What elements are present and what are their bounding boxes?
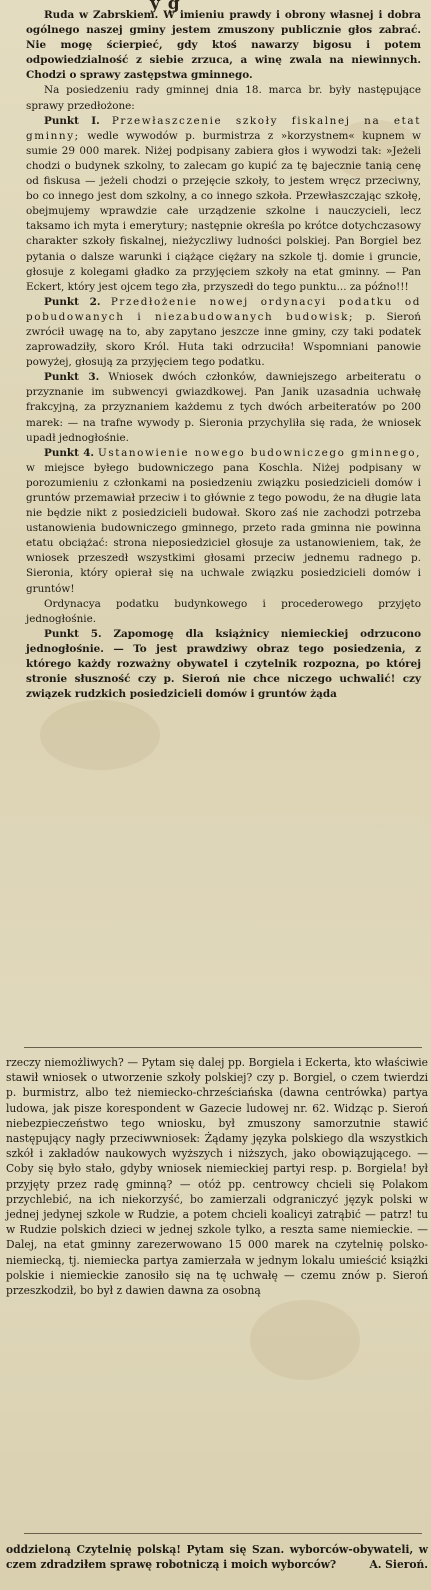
point-5-text: Zapomogę dla książnicy niemieckiej odrzucono jednogłośnie. — To jest prawdziwy obraz tego posiedzenia, z którego każdy rozważny obywatel i czytelnik rozpozna, po której stronie słuszność czy p. Sieroń nie chce niczego uchwalić! czy związek rudzkich posiedzicieli domów i gruntów żąda (26, 627, 422, 701)
point-1-title: Przewłaszczenie szkoły fiskalnej na etat gminny; (26, 114, 421, 142)
point-2 (26, 295, 421, 370)
point-4 (26, 446, 421, 597)
session-paragraph: Na posiedzeniu rady gminnej dnia 18. marca br. były następujące sprawy przedłożone: (26, 84, 421, 112)
paper-stain (40, 700, 160, 770)
point-2-title: Przedłożenie nowej ordynacyi podatku od pobudowanych i niezabudowanych budowisk; (26, 295, 422, 323)
closing-paragraph (6, 1542, 428, 1572)
middle-paragraph: rzeczy niemożliwych? — Pytam się dalej pp. Borgiela i Eckerta, kto właściwie stawił wniosek o utworzenie szkoły polskiej? czy p. Borgiel, o czem twierdzi p. burmistrz, albo też niemiecko-chrześciańska (dawna centrówka) partya ludowa, jak pisze korespondent w Gazecie ludowej nr. 62. Widząc p. Sieroń niebezpieczeństwo tego wniosku, był zmuszony samorzutnie stawić następujący nagły przeciwwniosek: Żądamy języka polskiego dla wszystkich szkół i zakładów naukowych wyższych i niższych, jako obowiązującego. — Coby się było stało, gdyby wniosek niemieckiej partyi resp. p. Borgiela! był przyjęty przez radę gminną? — otóż pp. centrowcy chcieli się Polakom przychlebić, na ich niekorzyść, bo zamierzali odgraniczyć język polski w jednej jedynej szkole w Rudzie, a potem chcieli koalicyi zatrąbić — patrz! tu w Rudzie polskich dzieci w jednej szkole tylko, a reszta same niemieckie. — Dalej, na etat gminny zarezerwowano 15 000 marek na czytelnię polsko-niemiecką, tj. niemiecka partya zamierzała w jednym lokalu umieścić książki polskie i niemieckie zanosiło się na tę uchwałę — czemu znów p. Sieroń przeszkodził, bo był z dawien dawna za osobną (6, 1056, 428, 1298)
column-divider (24, 1533, 422, 1534)
point-5-label: Punkt 5. (44, 627, 102, 640)
point-4-text: w miejsce byłego budowniczego pana Koschla. Niżej podpisany w porozumieniu z członkami na posiedzeniu związku posiedzicieli domów i gruntów przemawiał przeciw i to głównie z tego powodu, że na długie lata nie będzie nikt z posiedzicieli budował. Skoro zaś nie zachodzi potrzeba ustanowienia budowniczego gminnego, przeto rada gminna nie powinna etatu obciążać: strona nieposiedziciel głosuje za ustanowieniem, tak, że wniosek przeszedł wszystkimi głosami przeciw jednemu radnego p. Sieronia, który opierał się na uchwale związku posiedzicieli domów i gruntów! (26, 461, 421, 595)
point-3-text: Wniosek dwóch członków, dawniejszego arbeiteratu o przyznanie im subwencyi gwiazdkowej. Pan Janik uzasadnia uchwałę frakcyjną, za przyznaniem każdemu z tych dwóch arbeiteratów po 200 marek: — na trafne wywody p. Sieronia przychyliła się rada, że wniosek upadł jednogłośnie. (26, 371, 422, 444)
point-4-title: Ustanowienie nowego budowniczego gminnego, (98, 446, 421, 459)
intro-text: Ruda w Zabrskiem. W imieniu prawdy i obrony własnej i dobra ogólnego naszej gminy jestem zmuszony publicznie głos zabrać. Nie mogę ścierpieć, gdy ktoś nawarzy bigosu i potem odpowiedzialność z siebie zrzuca, a winę zwala na niewinnych. Chodzi o sprawy zastępstwa gminnego. (26, 9, 421, 82)
point-1-text: wedle wywodów p. burmistrza z »korzystnem« kupnem w sumie 29 000 marek. Niżej podpisany zabiera głos i wywodzi tak: »Jeżeli chodzi o budynek szkolny, to zalecam go kupić za tę bajecznie tanią cenę od fiskusa — jeżeli chodzi o przejęcie szkoły, to jestem wręcz przeciwny, bo co innego jest dom szkolny, a co innego szkoła. Przewłaszczając szkołę, obejmujemy wprawdzie całe urządzenie szkolne i nauczycieli, lecz taksamo ich myta i emerytury; następnie określa po krótce dotychczasowy charakter szkoły fiskalnej, nieżyczliwy ludności polskiej. Pan Borgiel bez pytania o dalsze warunki i ciążące ciężary na szkole tj. domie i gruncie, głosuje z kolegami gładko za przyjęciem szkoły na etat gminny. — Pan Eckert, który jest ojcem tego zła, przyszedł do tego punktu... za późno!!! (26, 129, 421, 293)
point-3 (26, 370, 421, 445)
point-2-label: Punkt 2. (44, 295, 101, 308)
point-3-label: Punkt 3. (44, 371, 100, 384)
intro-paragraph (26, 8, 421, 83)
point-1-label: Punkt I. (44, 114, 100, 127)
article-upper-column (26, 8, 421, 702)
point-4-label: Punkt 4. (44, 446, 95, 459)
signature: A. Sieroń. (369, 1558, 428, 1572)
point-2-text: p. Sieroń zwrócił uwagę na to, aby zapytano jeszcze inne gminy, czy taki podatek zaprowadziły, skoro Król. Huta taki odrzuciła! Wspomniani panowie powyżej, głosują za przyjęciem tego podatku. (26, 310, 421, 369)
article-middle-column (6, 1055, 428, 1298)
point-5 (26, 627, 421, 702)
ordinance-paragraph: Ordynacya podatku budynkowego i procederowego przyjęto jednogłośnie. (26, 597, 421, 625)
point-1 (26, 114, 421, 295)
closing-text: oddzieloną Czytelnię polską! Pytam się Szan. wyborców-obywateli, w czem zdradziłem sprawę robotniczą i moich wyborców? (6, 1543, 428, 1572)
paper-stain (250, 1300, 360, 1380)
clipped-heading: y g (150, 0, 181, 14)
article-bottom-column (6, 1542, 428, 1572)
column-divider (24, 1047, 422, 1048)
